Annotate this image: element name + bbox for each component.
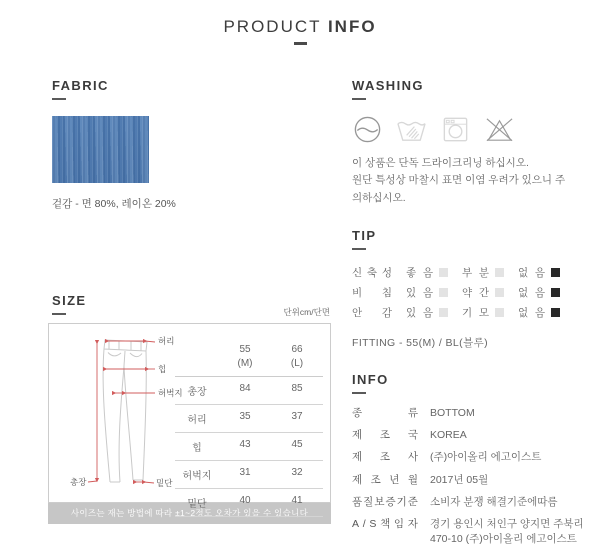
- size-section: [48, 293, 331, 524]
- fabric-heading-underline: [52, 98, 66, 100]
- hand-wash-icon: [395, 114, 428, 145]
- washing-section: [352, 78, 574, 207]
- tip-table: [352, 262, 574, 322]
- checkbox-icon: [495, 288, 504, 297]
- checkbox-icon: [495, 268, 504, 277]
- page-title-bold: INFO: [327, 17, 377, 36]
- tip-heading-underline: [352, 248, 366, 250]
- info-section: [352, 372, 584, 555]
- size-table-corner: [175, 340, 219, 376]
- checkbox-icon: [551, 308, 560, 317]
- tip-option-label: 없 음: [518, 266, 545, 279]
- diagram-label-length: 총장: [70, 477, 87, 487]
- diagram-label-hip: 힙: [158, 364, 167, 374]
- tip-option-label: 좋 음: [406, 266, 433, 279]
- size-row-hem: 밑단 40 41: [175, 489, 323, 517]
- tip-row-stretch: [352, 262, 574, 282]
- page-title-normal: PRODUCT: [223, 17, 322, 36]
- washing-heading-underline: [352, 98, 366, 100]
- size-tolerance-note: 사이즈는 재는 방법에 따라 ±1~2정도 오차가 있을 수 있습니다: [48, 503, 331, 524]
- tip-row-lining: [352, 302, 574, 322]
- title-underline: [294, 42, 307, 45]
- info-table: [352, 406, 584, 548]
- tip-row-label: 안 감: [352, 306, 392, 319]
- tip-option-label: 있 음: [406, 306, 433, 319]
- fitting-note: FITTING - 55(M) / BL(블루): [352, 337, 489, 349]
- diagram-label-waist: 허리: [158, 336, 175, 346]
- machine-wash-icon: [440, 114, 471, 145]
- info-heading-underline: [352, 392, 366, 394]
- washing-instruction-line2: 원단 특성상 마찰시 표면 이염 우려가 있으니 주의하십시오.: [352, 174, 566, 204]
- tip-section: [352, 228, 574, 350]
- size-chart-box: [48, 323, 331, 510]
- info-row-date: 제 조 년 월 2017년 05월: [352, 473, 489, 486]
- size-heading: SIZE: [52, 293, 87, 308]
- tip-option-label: 부 분: [462, 266, 489, 279]
- checkbox-icon: [439, 288, 448, 297]
- size-heading-underline: [52, 313, 66, 315]
- size-column-55: 55 (M): [237, 344, 253, 369]
- checkbox-icon: [551, 288, 560, 297]
- tip-row-sheerness: [352, 282, 574, 302]
- info-row-manufacturer: 제 조 사 (주)아이올리 에고이스트: [352, 451, 542, 464]
- tip-option-label: 약 간: [462, 286, 489, 299]
- diagram-label-thigh: 허벅지: [158, 388, 183, 398]
- size-row-hip: 힙 43 45: [175, 433, 323, 461]
- dry-clean-circle-icon: [352, 114, 383, 145]
- washing-instruction-line1: 이 상품은 단독 드라이크리닝 하십시오.: [352, 157, 529, 169]
- size-column-66: 66 (L): [290, 344, 304, 369]
- info-row-warranty: 품 질 보 증 기 준 소비자 분쟁 해결기준에따름: [352, 495, 558, 508]
- tip-heading: TIP: [352, 228, 377, 243]
- checkbox-icon: [439, 268, 448, 277]
- tip-row-label: 비 침: [352, 286, 392, 299]
- tip-row-label: 신 축 성: [352, 266, 392, 279]
- info-heading: INFO: [352, 372, 389, 387]
- tip-option-label: 없 음: [518, 286, 545, 299]
- pants-measurement-diagram: [57, 332, 189, 494]
- do-not-bleach-icon: [483, 114, 516, 145]
- fabric-heading: FABRIC: [52, 78, 109, 93]
- diagram-label-hem: 밑단: [156, 478, 173, 488]
- page-title: [0, 17, 600, 45]
- checkbox-icon: [439, 308, 448, 317]
- fabric-section: [52, 78, 332, 211]
- fabric-swatch-image: [52, 116, 149, 183]
- size-table: [175, 340, 323, 517]
- info-row-category: 종 류 BOTTOM: [352, 407, 475, 419]
- fabric-composition: 겉감 - 면 80%, 레이온 20%: [52, 198, 176, 210]
- size-unit-label: 단위cm/단면: [283, 307, 330, 317]
- tip-option-label: 기 모: [462, 306, 489, 319]
- care-symbols: [352, 112, 574, 146]
- size-table-header: [175, 340, 323, 377]
- info-row-country: 제 조 국 KOREA: [352, 429, 467, 442]
- checkbox-icon: [551, 268, 560, 277]
- size-row-thigh: 허벅지 31 32: [175, 461, 323, 489]
- tip-option-label: 없 음: [518, 306, 545, 319]
- checkbox-icon: [495, 308, 504, 317]
- tip-option-label: 있 음: [406, 286, 433, 299]
- size-row-waist: 허리 35 37: [175, 405, 323, 433]
- info-row-as-contact: A / S 책 임 자 경기 용인시 처인구 양지면 주북리 470-10 (주)아이올리 에고이스트: [352, 518, 584, 546]
- size-row-length: 총장 84 85: [175, 377, 323, 405]
- washing-heading: WASHING: [352, 78, 424, 93]
